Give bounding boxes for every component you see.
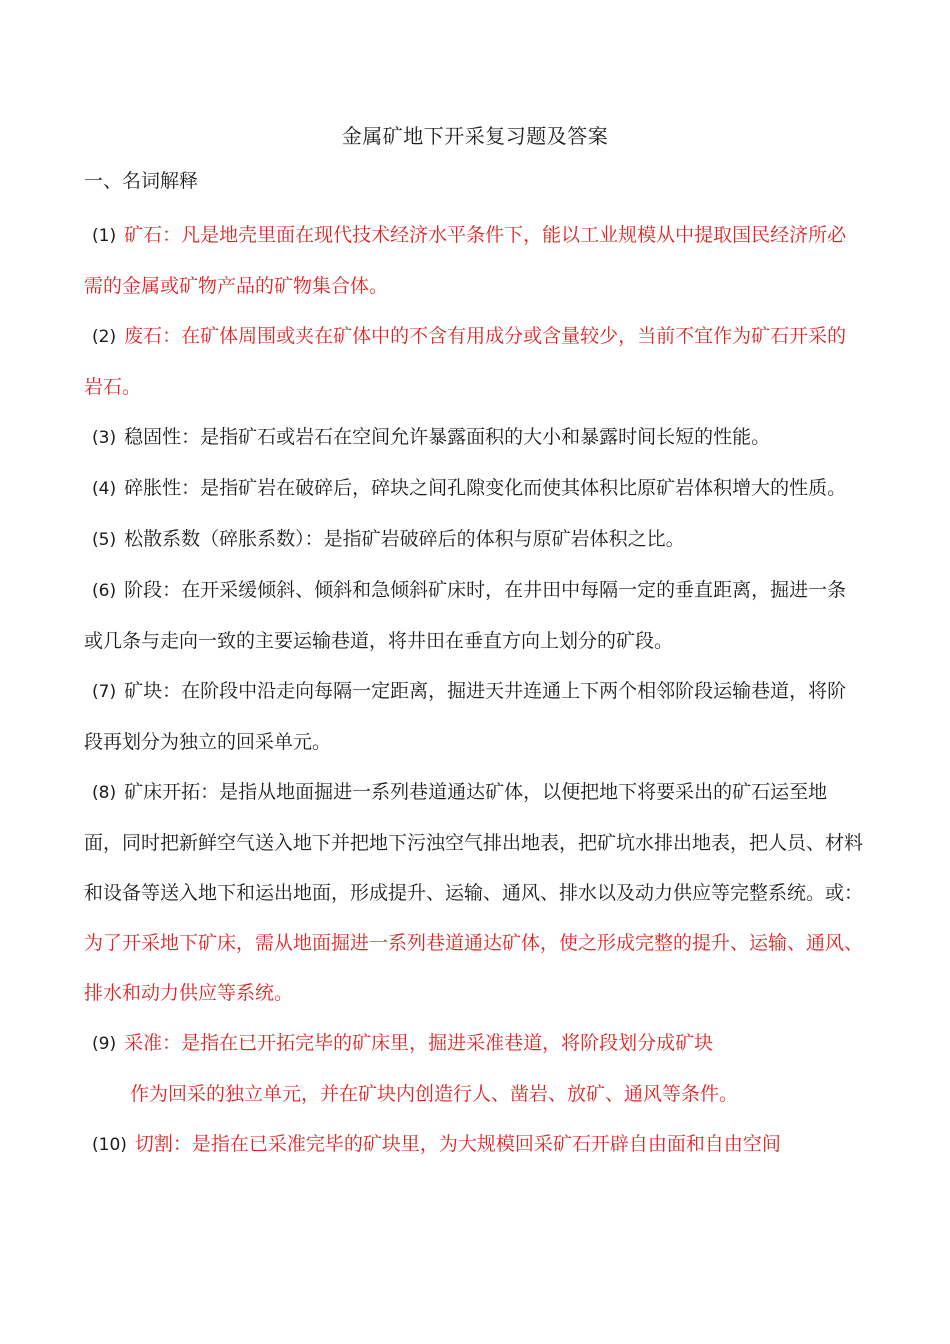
definition-item-bulking-factor [84, 514, 864, 565]
item-definition: 是指矿石或岩石在空间允许暴露面积的大小和暴露时间长短的性能。 [200, 426, 771, 448]
definition-item-bulking [84, 463, 864, 514]
item-number: (4) [92, 479, 117, 499]
item-term: 废石： [124, 325, 182, 347]
item-number: (6) [92, 581, 117, 601]
item-term: 采准： [124, 1032, 182, 1054]
definition-item-development [84, 767, 864, 1018]
definition-item-ore [84, 210, 864, 311]
item-number: (7) [92, 682, 117, 702]
item-term: 矿石： [124, 224, 182, 246]
item-definition: 是指矿岩破碎后的体积与原矿岩体积之比。 [323, 528, 685, 550]
definition-item-block [84, 666, 864, 767]
item-definition: 在矿体周围或夹在矿体中的不含有用成分或含量较少，当前不宜作为矿石开采的岩石。 [84, 325, 847, 398]
section-heading: 一、名词解释 [84, 170, 199, 192]
item-number: (1) [92, 226, 117, 246]
item-term: 矿块： [124, 680, 182, 702]
item-term: 松散系数（碎胀系数）： [124, 528, 324, 550]
item-term: 碎胀性： [124, 477, 201, 499]
item-definition-continued: 作为回采的独立单元，并在矿块内创造行人、凿岩、放矿、通风等条件。 [130, 1083, 739, 1105]
item-number: (2) [92, 327, 117, 347]
item-number: (5) [92, 530, 117, 550]
item-definition: 是指从地面掘进一系列巷道通达矿体，以便把地下将要采出的矿石运至地面，同时把新鲜空气送入地下并把地下污浊空气排出地表，把矿坑水排出地表，把人员、材料和设备等送入地下和运出地面，形成提升、运输、通风、排水以及动力供应等完整系统。或： [84, 781, 864, 904]
item-number: (3) [92, 428, 117, 448]
definition-item-waste-rock [84, 311, 864, 412]
item-definition: 是指在已采准完毕的矿块里，为大规模回采矿石开辟自由面和自由空间 [191, 1133, 781, 1155]
item-term: 切割： [134, 1133, 192, 1155]
item-definition: 是指矿岩在破碎后，碎块之间孔隙变化而使其体积比原矿岩体积增大的性质。 [200, 477, 847, 499]
item-number: (10) [92, 1135, 127, 1155]
definition-item-level [84, 565, 864, 666]
definition-item-preparation [84, 1018, 864, 1069]
definition-item-stability [84, 412, 864, 463]
item-term: 稳固性： [124, 426, 201, 448]
item-definition: 凡是地壳里面在现代技术经济水平条件下，能以工业规模从中提取国民经济所必需的金属或矿物产品的矿物集合体。 [84, 224, 847, 297]
item-number: (9) [92, 1034, 117, 1054]
item-definition: 在开采缓倾斜、倾斜和急倾斜矿床时，在井田中每隔一定的垂直距离，掘进一条或几条与走向一致的主要运输巷道，将井田在垂直方向上划分的矿段。 [84, 579, 847, 652]
item-definition: 是指在已开拓完毕的矿床里，掘进采准巷道，将阶段划分成矿块 [181, 1032, 714, 1054]
definition-list [84, 210, 864, 1170]
item-term: 矿床开拓： [124, 781, 220, 803]
item-term: 阶段： [124, 579, 182, 601]
item-definition: 在阶段中沿走向每隔一定距离，掘进天井连通上下两个相邻阶段运输巷道，将阶段再划分为独立的回采单元。 [84, 680, 847, 753]
page-title: 金属矿地下开采复习题及答案 [341, 124, 609, 148]
definition-item-cutting [84, 1119, 864, 1170]
item-number: (8) [92, 783, 117, 803]
item-definition-alt: 为了开采地下矿床，需从地面掘进一系列巷道通达矿体，使之形成完整的提升、运输、通风、排水和动力供应等系统。 [84, 932, 864, 1004]
